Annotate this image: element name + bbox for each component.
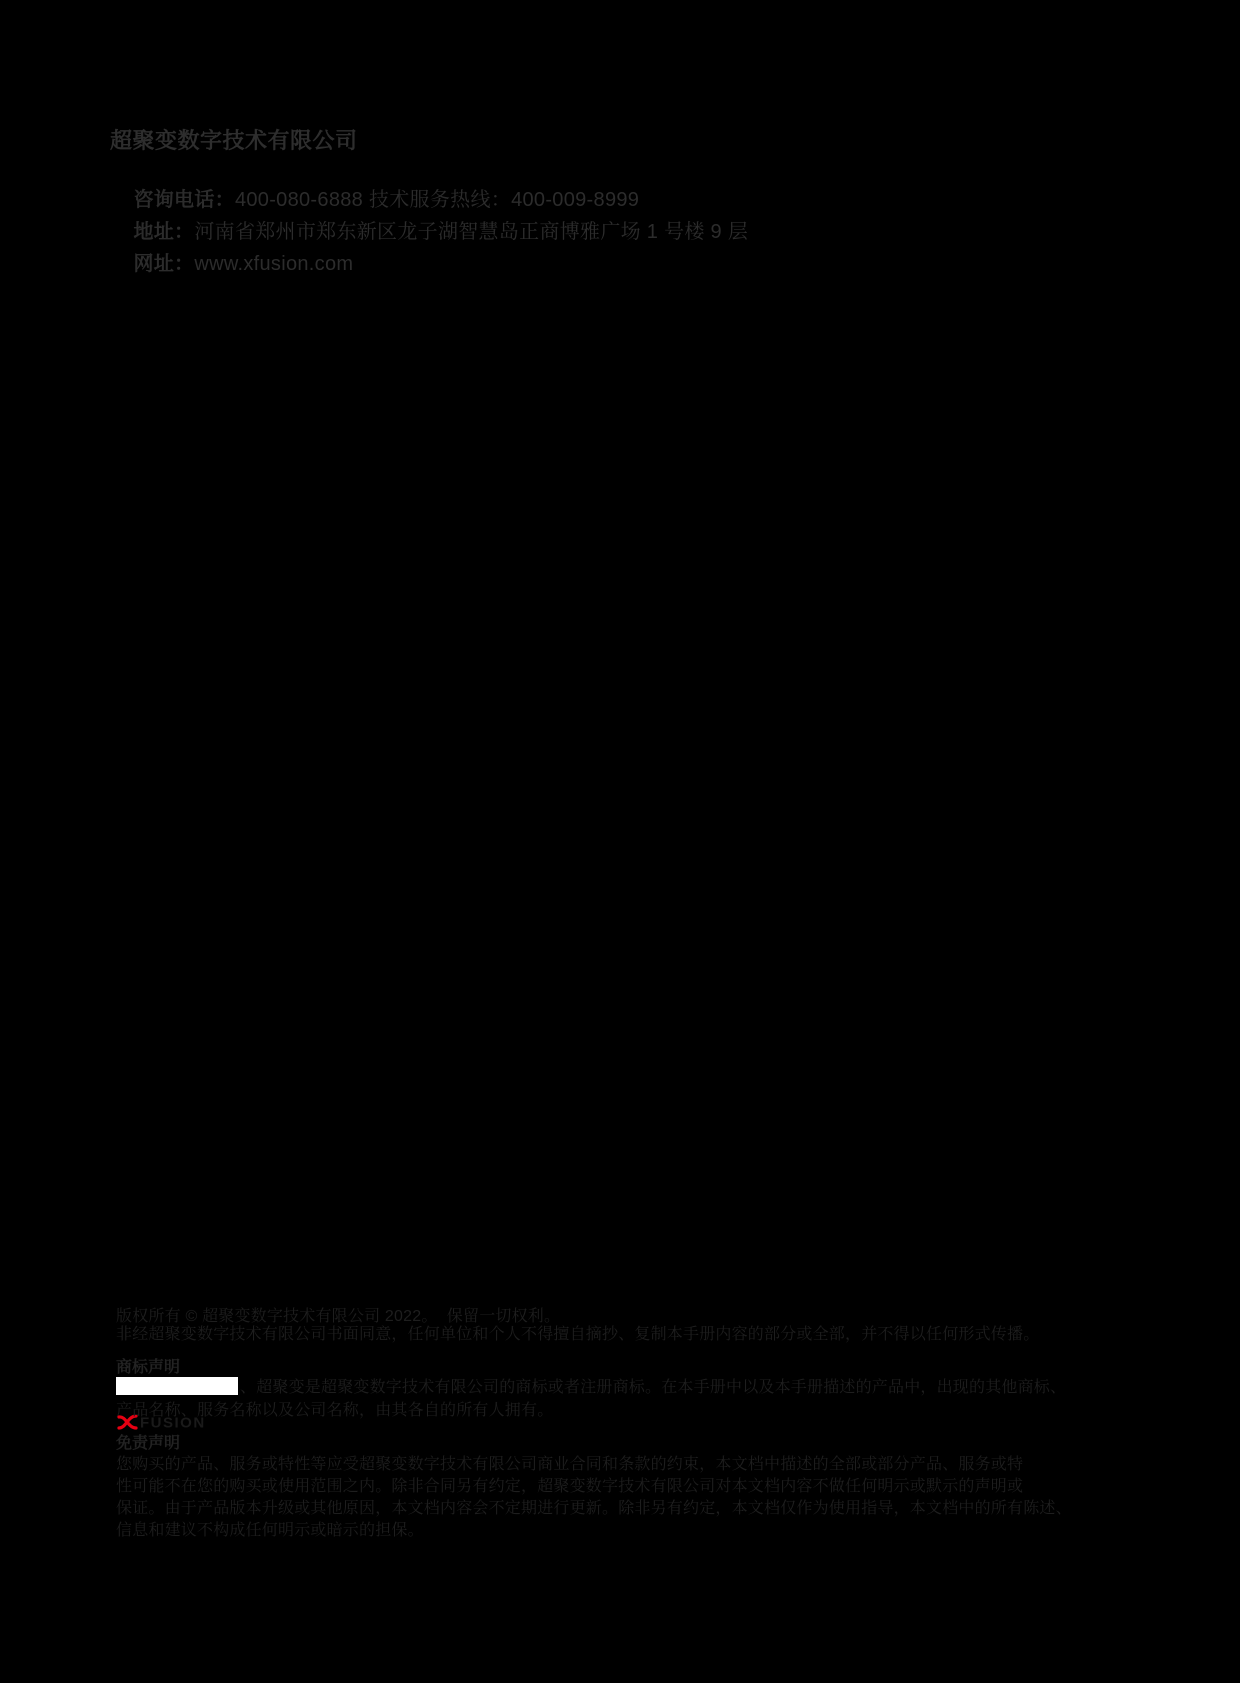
website-line [110, 224, 353, 299]
xfusion-logo-text: FUSION [140, 1414, 206, 1431]
website-url: www.xfusion.com [194, 253, 354, 275]
copyright-line-2: 非经超聚变数字技术有限公司书面同意，任何单位和个人不得擅自摘抄、复制本手册内容的部分或全部，并不得以任何形式传播。 [116, 1326, 1040, 1343]
website-label: 网址： [133, 253, 195, 275]
disclaimer-line-3: 保证。由于产品版本升级或其他原因，本文档内容会不定期进行更新。除非另有约定，本文档仅作为使用指导，本文档中的所有陈述、 [116, 1500, 1072, 1517]
disclaimer-heading: 免责声明 [116, 1435, 181, 1452]
trademark-line-2: 产品名称、服务名称以及公司名称，由其各自的所有人拥有。 [116, 1402, 554, 1419]
hotline-value: 400-009-8999 [511, 189, 640, 211]
company-name: 超聚变数字技术有限公司 [110, 128, 358, 153]
address-label: 地址： [133, 221, 195, 243]
disclaimer-line-1: 您购买的产品、服务或特性等应受超聚变数字技术有限公司商业合同和条款的约束，本文档中描述的全部或部分产品、服务或特 [116, 1456, 1024, 1473]
disclaimer-line-4: 信息和建议不构成任何明示或暗示的担保。 [116, 1522, 424, 1539]
copyright-line-1: 版权所有 © 超聚变数字技术有限公司 2022。 保留一切权利。 [116, 1308, 561, 1325]
xfusion-logo [116, 1377, 238, 1431]
address-value: 河南省郑州市郑东新区龙子湖智慧岛正商博雅广场 1 号楼 9 层 [194, 221, 749, 243]
phone-value: 400-080-6888 [234, 189, 369, 211]
hotline-label: 技术服务热线： [368, 189, 512, 211]
trademark-heading: 商标声明 [116, 1359, 181, 1376]
phone-label: 咨询电话： [133, 189, 235, 211]
disclaimer-line-2: 性可能不在您的购买或使用范围之内。除非合同另有约定，超聚变数字技术有限公司对本文档内容不做任何明示或默示的声明或 [116, 1478, 1024, 1495]
trademark-line-1-text: 、超聚变是超聚变数字技术有限公司的商标或者注册商标。在本手册中以及本手册描述的产品中，出现的其他商标、 [240, 1379, 1067, 1396]
